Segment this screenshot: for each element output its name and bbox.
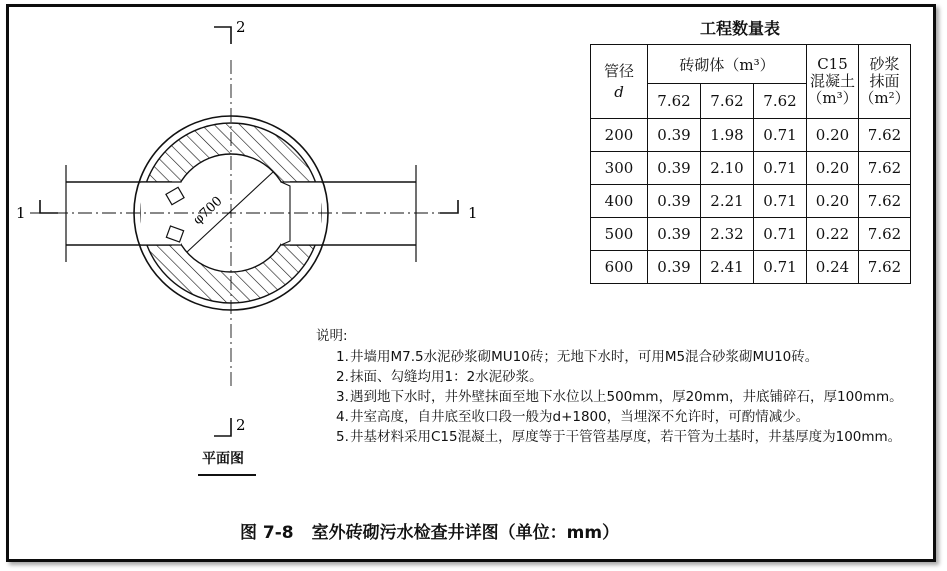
brick-sub-header: 7.62	[754, 84, 807, 119]
table-cell: 300	[591, 152, 648, 185]
note-text: 抹面、勾缝均用1：2水泥砂浆。	[350, 369, 543, 385]
mortar-header-line1: 砂浆	[869, 55, 900, 73]
mortar-header-line2: 抹面	[869, 72, 900, 90]
c15-concrete-header	[807, 45, 859, 119]
table-cell: 7.62	[859, 251, 911, 284]
table-row	[591, 218, 911, 251]
table-row	[591, 251, 911, 284]
plan-view-label: 平面图	[202, 451, 244, 467]
table-cell: 0.39	[648, 251, 701, 284]
table-cell: 0.71	[754, 251, 807, 284]
table-cell: 1.98	[701, 119, 754, 152]
table-cell: 400	[591, 185, 648, 218]
table-cell: 0.39	[648, 218, 701, 251]
table-cell: 2.32	[701, 218, 754, 251]
note-item	[316, 367, 940, 387]
section-label-1-right: 1	[468, 204, 478, 222]
note-item	[316, 387, 940, 407]
table-cell: 7.62	[859, 119, 911, 152]
table-cell: 7.62	[859, 185, 911, 218]
section-label-1-left: 1	[16, 204, 26, 222]
note-number: 3.	[336, 389, 349, 405]
table-cell: 0.39	[648, 185, 701, 218]
section-label-2-top: 2	[236, 18, 246, 36]
notes-section	[316, 326, 940, 447]
pipe-header-label: 管径	[603, 61, 634, 80]
table-cell: 7.62	[859, 152, 911, 185]
pipe-diameter-header	[591, 45, 648, 119]
note-text: 井墙用M7.5水泥砂浆砌MU10砖；无地下水时，可用M5混合砂浆砌MU10砖。	[350, 349, 819, 365]
note-text: 井基材料采用C15混凝土，厚度等于干管管基厚度，若干管为土基时，井基厚度为100mm。	[350, 429, 902, 445]
section-mark-top	[214, 27, 231, 44]
section-label-2-bottom: 2	[236, 416, 246, 434]
table-cell: 500	[591, 218, 648, 251]
note-number: 1.	[336, 349, 349, 365]
table-cell: 0.71	[754, 119, 807, 152]
table-row	[591, 119, 911, 152]
figure-number: 图 7-8	[240, 523, 294, 543]
table-cell: 7.62	[859, 218, 911, 251]
brick-sub-header: 7.62	[648, 84, 701, 119]
table-cell: 0.71	[754, 152, 807, 185]
table-cell: 0.39	[648, 152, 701, 185]
table-cell: 0.20	[807, 119, 859, 152]
note-item	[316, 407, 940, 427]
c15-header-line1: C15	[817, 55, 848, 73]
note-item	[316, 427, 940, 447]
table-cell: 0.71	[754, 185, 807, 218]
section-mark-right	[440, 200, 458, 213]
table-row	[591, 185, 911, 218]
brick-volume-header: 砖砌体（m³）	[648, 45, 807, 84]
table-header-row-1	[591, 45, 911, 84]
figure-title: 室外砖砌污水检查井详图（单位：mm）	[311, 523, 620, 543]
brick-sub-header: 7.62	[701, 84, 754, 119]
quantity-table-title: 工程数量表	[700, 19, 781, 38]
pipe-var-label: d	[614, 82, 624, 101]
plan-view-underline	[198, 474, 256, 476]
section-mark-left	[40, 200, 58, 213]
notes-heading: 说明:	[316, 328, 348, 344]
note-number: 5.	[336, 429, 349, 445]
table-cell: 2.41	[701, 251, 754, 284]
mortar-plaster-header	[859, 45, 911, 119]
note-text: 遇到地下水时，井外壁抹面至地下水位以上500mm，厚20mm，井底铺碎石，厚100mm。	[350, 389, 903, 405]
mortar-header-line3: （m²）	[859, 89, 910, 107]
table-cell: 0.39	[648, 119, 701, 152]
note-item	[316, 347, 940, 367]
table-cell: 600	[591, 251, 648, 284]
c15-header-line2: 混凝土	[809, 72, 855, 90]
note-text: 井室高度，自井底至收口段一般为d+1800，当埋深不允许时，可酌情减少。	[350, 409, 810, 425]
table-cell: 0.71	[754, 218, 807, 251]
quantity-table	[590, 44, 911, 284]
diameter-label: φ700	[190, 193, 226, 228]
table-cell: 0.20	[807, 185, 859, 218]
table-cell: 0.22	[807, 218, 859, 251]
table-cell: 0.20	[807, 152, 859, 185]
table-cell: 200	[591, 119, 648, 152]
note-number: 2.	[336, 369, 349, 385]
section-mark-bottom	[214, 418, 231, 436]
c15-header-line3: （m³）	[807, 89, 858, 107]
note-number: 4.	[336, 409, 349, 425]
table-cell: 2.10	[701, 152, 754, 185]
table-cell: 0.24	[807, 251, 859, 284]
table-cell: 2.21	[701, 185, 754, 218]
figure-caption	[240, 518, 619, 543]
table-row	[591, 152, 911, 185]
